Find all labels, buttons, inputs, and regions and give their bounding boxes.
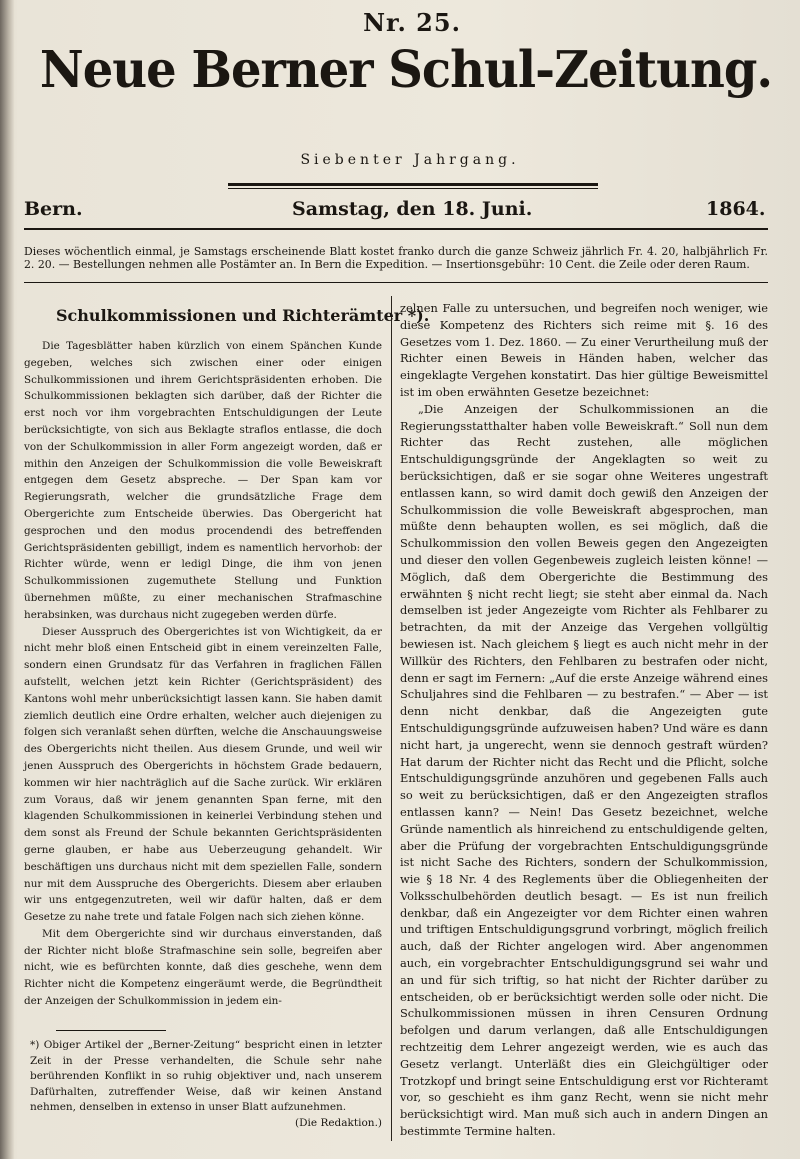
header-divider <box>24 228 768 230</box>
masthead-title: Neue Berner Schul-Zeitung. <box>39 40 773 100</box>
dateline-place: Bern. <box>24 198 83 220</box>
paragraph: „Die Anzeigen der Schulkommissionen an die Regierungsstatthalter haben volle Beweiskraft.“ Soll nun dem Richter das Recht zustehen, alle möglichen Entschuldigungsgründe der Angeklagten so weit zu berücksichtigen, daß er sie sogar ohne Weiteres ungestraft entlassen kann, so wird damit doch gewiß den Anzeigen der Schulkommission die volle Beweiskraft abgesprochen, man müßte denn behaupten wollen, es sei möglich, daß die Schulkommission den vollen Beweis gegen den Angezeigten und dieser den vollen Gegenbeweis zugleich leisten könne! — Möglich, daß dem Obergerichte die Bestimmung des erwähnten § nicht recht liegt; sie steht aber einmal da. Nach demselben ist jeder Angezeigte vom Richter als Fehlbarer zu betrachten, da mit der Anzeige das Vergehen vollgültig bewiesen ist. Nach gleichem § liegt es auch nicht mehr in der Willkür des Richters, den Fehlbaren zu bestrafen oder nicht, denn er sagt im Fernern: „Auf die erste Anzeige während eines Schuljahres sind die Fehlbaren — zu bestrafen.“ — Aber — ist denn nicht denkbar, daß die Angezeigten gute Entschuldigungsgründe aufzuweisen haben? Und wäre es dann nicht hart, ja ungerecht, wenn sie dennoch gestraft würden? Hat darum der Richter nicht das Recht und die Pflicht, solche Entschuldigungsgründe anzuhören und gegebenen Falls auch so weit zu berücksichtigen, daß er den Angezeigten straflos entlassen kann? — Nein! Das Gesetz bezeichnet, welche Gründe namentlich als hinreichend zu entschuldigende gelten, aber die Prüfung der vorgebrachten Entschuldigungsgründe ist nicht Sache des Richters, sondern der Schulkommission, wie § 18 Nr. 4 des Reglements über die Obliegenheiten der Volksschulbehörden deutlich besagt. — Es ist nun freilich denkbar, daß ein Angezeigter vor dem Richter einen wahren und triftigen Entschuldigungsgrund vorbringt, möglich freilich auch, daß der Richter angelogen wird. Aber angenommen auch, ein vorgebrachter Entschuldigungsgrund sei wahr und an und für sich triftig, so hat nicht der Richter darüber zu entscheiden, ob er berücksichtigt werden solle oder nicht. Die Schulkommissionen müssen in ihren Censuren Ordnung befolgen und darum verlangen, daß alle Entschuldigungen rechtzeitig dem Lehrer angezeigt werden, wie es auch das Gesetz verlangt. Unterläßt dies ein Gleichgültiger oder Trotzkopf und bringt seine Entschuldigung erst vor Richteramt vor, so geschieht es ihm ganz Recht, wenn sie nicht mehr berücksichtigt wird. Man muß sich auch in andern Dingen an bestimmte Termine halten. <box>400 401 768 1139</box>
paragraph: Dieser Ausspruch des Obergerichtes ist von Wichtigkeit, da er nicht mehr bloß einen Entscheid gibt in einem vereinzelten Falle, sondern einen Grundsatz für das Verfahren in fraglichen Fällen aufstellt, welchen jetzt kein Richter (Gerichtspräsident) des Kantons wohl mehr unberücksichtigt lassen kann. Sie haben damit ziemlich deutlich eine Ordre erhalten, welcher auch diejenigen zu folgen sich veranlaßt sehen dürften, welche die Anschauungsweise des Obergerichts nicht theilen. Aus diesem Grunde, und weil wir jenen Ausspruch des Obergerichts in höchstem Grade bedauern, kommen wir hier nachträglich auf die Sache zurück. Wir erklären zum Voraus, daß wir jenem genannten Span ferne, mit den klagenden Schulkommissionen in keinerlei Verbindung stehen und dem sonst als Freund der Schule bekannten Gerichtspräsidenten gerne glauben, er habe aus Ueberzeugung gehandelt. Wir beschäftigen uns durchaus nicht mit dem speziellen Falle, sondern nur mit dem Ausspruche des Obergerichts. Diesem aber erlauben wir uns entgegenzutreten, weil wir dafür halten, daß er dem Gesetze zu nahe trete und fatale Folgen nach sich ziehen könne. <box>24 625 382 924</box>
footnote <box>30 1038 382 1131</box>
volume-subtitle: Siebenter Jahrgang. <box>300 152 520 168</box>
paragraph: Die Tagesblätter haben kürzlich von einem Spänchen Kunde gegeben, welches sich zwischen einer oder einigen Schulkommissionen und ihrem Gerichtspräsidenten erhoben. Die Schulkommissionen beklagten sich darüber, daß der Richter die erst noch vor ihm vorgebrachten Entschuldigungen der Leute berücksichtigte, von sich aus Beklagte straflos entlasse, die doch von der Schulkommission in aller Form angezeigt worden, daß er mithin den Anzeigen der Schulkommission die volle Beweiskraft entgegen dem Gesetz abspreche. — Der Span kam vor Regierungsrath, welcher die grundsätzliche Frage dem Obergerichte zum Entscheide überwies. Das Obergericht hat gesprochen und den modus procendendi des betreffenden Gerichtspräsidenten gebilligt, indem es namentlich hervorhob: der Richter würde, wenn er ledigl Dinge, die ihm von jenen Schulkommissionen zugemuthete Stellung und Funktion übernehmen müßte, zu einer mechanischen Strafmaschine herabsinken, was durchaus nicht zugegeben werden dürfe. <box>24 340 382 621</box>
dateline-date: Samstag, den 18. Juni. <box>292 198 533 220</box>
dateline-year: 1864. <box>706 198 766 220</box>
footnote-rule <box>56 1030 166 1031</box>
footnote-signature: (Die Redaktion.) <box>295 1116 382 1129</box>
article-column-right <box>400 300 768 1140</box>
book-spine-shadow <box>0 0 14 1159</box>
issue-number: Nr. 25. <box>363 8 461 37</box>
paragraph: Mit dem Obergerichte sind wir durchaus einverstanden, daß der Richter nicht bloße Strafmaschine sein solle, begreifen aber nicht, wie es befürchten konnte, daß dies geschehe, wenn dem Richter nicht die Kompetenz eingeräumt werde, die Begründtheit der Anzeigen der Schulkommission in jedem ein- <box>24 927 382 1008</box>
notice-divider <box>24 282 768 283</box>
paragraph: zelnen Falle zu untersuchen, und begreifen noch weniger, wie diese Kompetenz des Richters sich reime mit §. 16 des Gesetzes vom 1. Dez. 1860. — Zu einer Verurtheilung muß der Richter einen Beweis in Händen haben, welcher das eingeklagte Vergehen konstatirt. Das hier gültige Beweismittel ist im oben erwähnten Gesetze bezeichnet: <box>400 301 768 399</box>
masthead-ornament-rule <box>228 183 598 189</box>
column-divider <box>391 296 392 1141</box>
article-column-left <box>24 338 382 1010</box>
subscription-notice: Dieses wöchentlich einmal, je Samstags erscheinende Blatt kostet franko durch die ganze Schweiz jährlich Fr. 4. 20, halbjährlich Fr. 2. 20. — Bestellungen nehmen alle Postämter an. In Bern die Expedition. — Insertionsgebühr: 10 Cent. die Zeile oder deren Raum. <box>24 245 768 271</box>
article-title: Schulkommissionen und Richterämter *). <box>56 306 430 325</box>
footnote-text: *) Obiger Artikel der „Berner-Zeitung“ bespricht einen in letzter Zeit in der Presse verhandelten, die Schule sehr nahe berührenden Konflikt in so ruhig objektiver und, nach unserem Dafürhalten, zutreffender Weise, daß wir keinen Anstand nehmen, denselben in extenso in unser Blatt aufzunehmen. <box>30 1039 382 1113</box>
